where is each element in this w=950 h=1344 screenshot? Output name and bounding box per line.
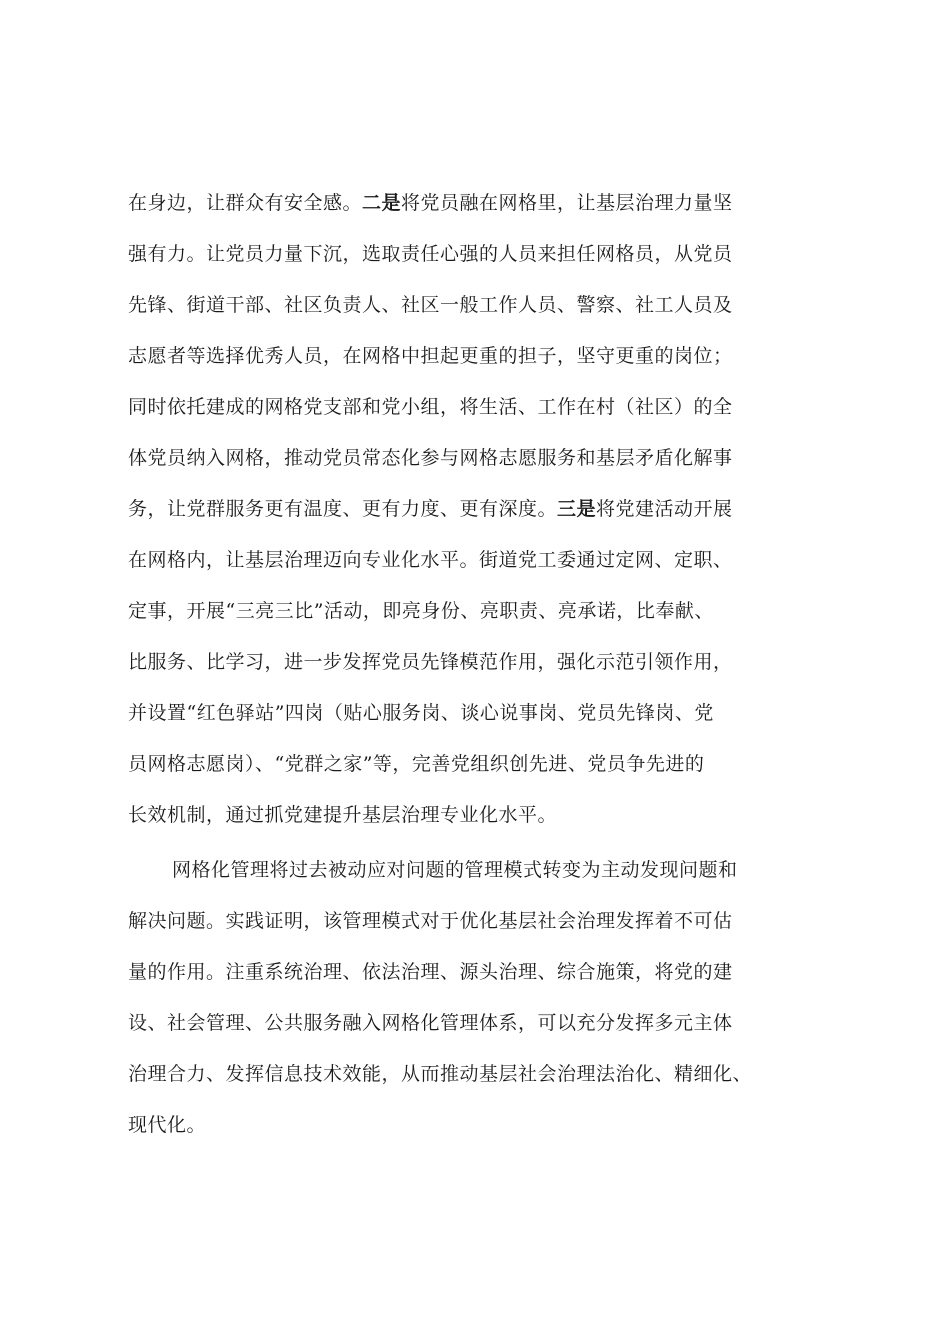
paragraph-2-line-2	[128, 908, 733, 934]
bold-marker-two: 二是	[362, 192, 402, 214]
text-run: 员网格志愿岗）、“党群之家”等，完善党组织创先进、党员争先进的	[128, 753, 705, 775]
paragraph-2-line-6	[128, 1112, 206, 1138]
text-run: 量的作用。注重系统治理、依法治理、源头治理、综合施策，将党的建	[128, 961, 733, 983]
paragraph-1-line-7	[128, 496, 733, 522]
paragraph-1-line-1	[128, 190, 733, 216]
text-run: 同时依托建成的网格党支部和党小组，将生活、工作在村（社区）的全	[128, 396, 733, 418]
text-run: 解决问题。实践证明，该管理模式对于优化基层社会治理发挥着不可估	[128, 910, 733, 932]
text-run: 比服务、比学习，进一步发挥党员先锋模范作用，强化示范引领作用，	[128, 651, 733, 673]
text-run: 网格化管理将过去被动应对问题的管理模式转变为主动发现问题和	[172, 859, 738, 881]
text-run: 现代化。	[128, 1114, 207, 1136]
paragraph-1-line-12	[128, 751, 704, 777]
paragraph-1-line-6	[128, 445, 733, 471]
text-run: 治理合力、发挥信息技术效能，从而推动基层社会治理法治化、精细化、	[128, 1063, 753, 1085]
text-run: 长效机制，通过抓党建提升基层治理专业化水平。	[128, 804, 558, 826]
text-run: 并设置“红色驿站”四岗（贴心服务岗、谈心说事岗、党员先锋岗、党	[128, 702, 714, 724]
paragraph-1-line-11	[128, 700, 714, 726]
paragraph-1-line-5	[128, 394, 733, 420]
text-run: 设、社会管理、公共服务融入网格化管理体系，可以充分发挥多元主体	[128, 1012, 733, 1034]
text-run: 在身边，让群众有安全感。	[128, 192, 363, 214]
paragraph-1-line-4	[128, 343, 733, 369]
text-run: 志愿者等选择优秀人员，在网格中担起更重的担子，坚守更重的岗位；	[128, 345, 733, 367]
text-run: 体党员纳入网格，推动党员常态化参与网格志愿服务和基层矛盾化解事	[128, 447, 733, 469]
bold-marker-three: 三是	[557, 498, 597, 520]
paragraph-2-line-4	[128, 1010, 733, 1036]
paragraph-1-line-13	[128, 802, 557, 828]
paragraph-2-line-3	[128, 959, 733, 985]
paragraph-2-line-5	[128, 1061, 752, 1087]
text-run: 将党建活动开展	[596, 498, 733, 520]
paragraph-2-line-1	[172, 857, 738, 883]
paragraph-1-line-3	[128, 292, 733, 318]
text-run: 强有力。让党员力量下沉，选取责任心强的人员来担任网格员，从党员	[128, 243, 733, 265]
paragraph-1-line-9	[128, 598, 714, 624]
paragraph-1-line-10	[128, 649, 733, 675]
paragraph-1-line-2	[128, 241, 733, 267]
text-run: 先锋、街道干部、社区负责人、社区一般工作人员、警察、社工人员及	[128, 294, 733, 316]
text-run: 在网格内，让基层治理迈向专业化水平。街道党工委通过定网、定职、	[128, 549, 733, 571]
text-run: 务，让党群服务更有温度、更有力度、更有深度。	[128, 498, 558, 520]
text-run: 定事，开展“三亮三比”活动，即亮身份、亮职责、亮承诺，比奉献、	[128, 600, 714, 622]
text-run: 将党员融在网格里，让基层治理力量坚	[401, 192, 733, 214]
paragraph-1-line-8	[128, 547, 733, 573]
